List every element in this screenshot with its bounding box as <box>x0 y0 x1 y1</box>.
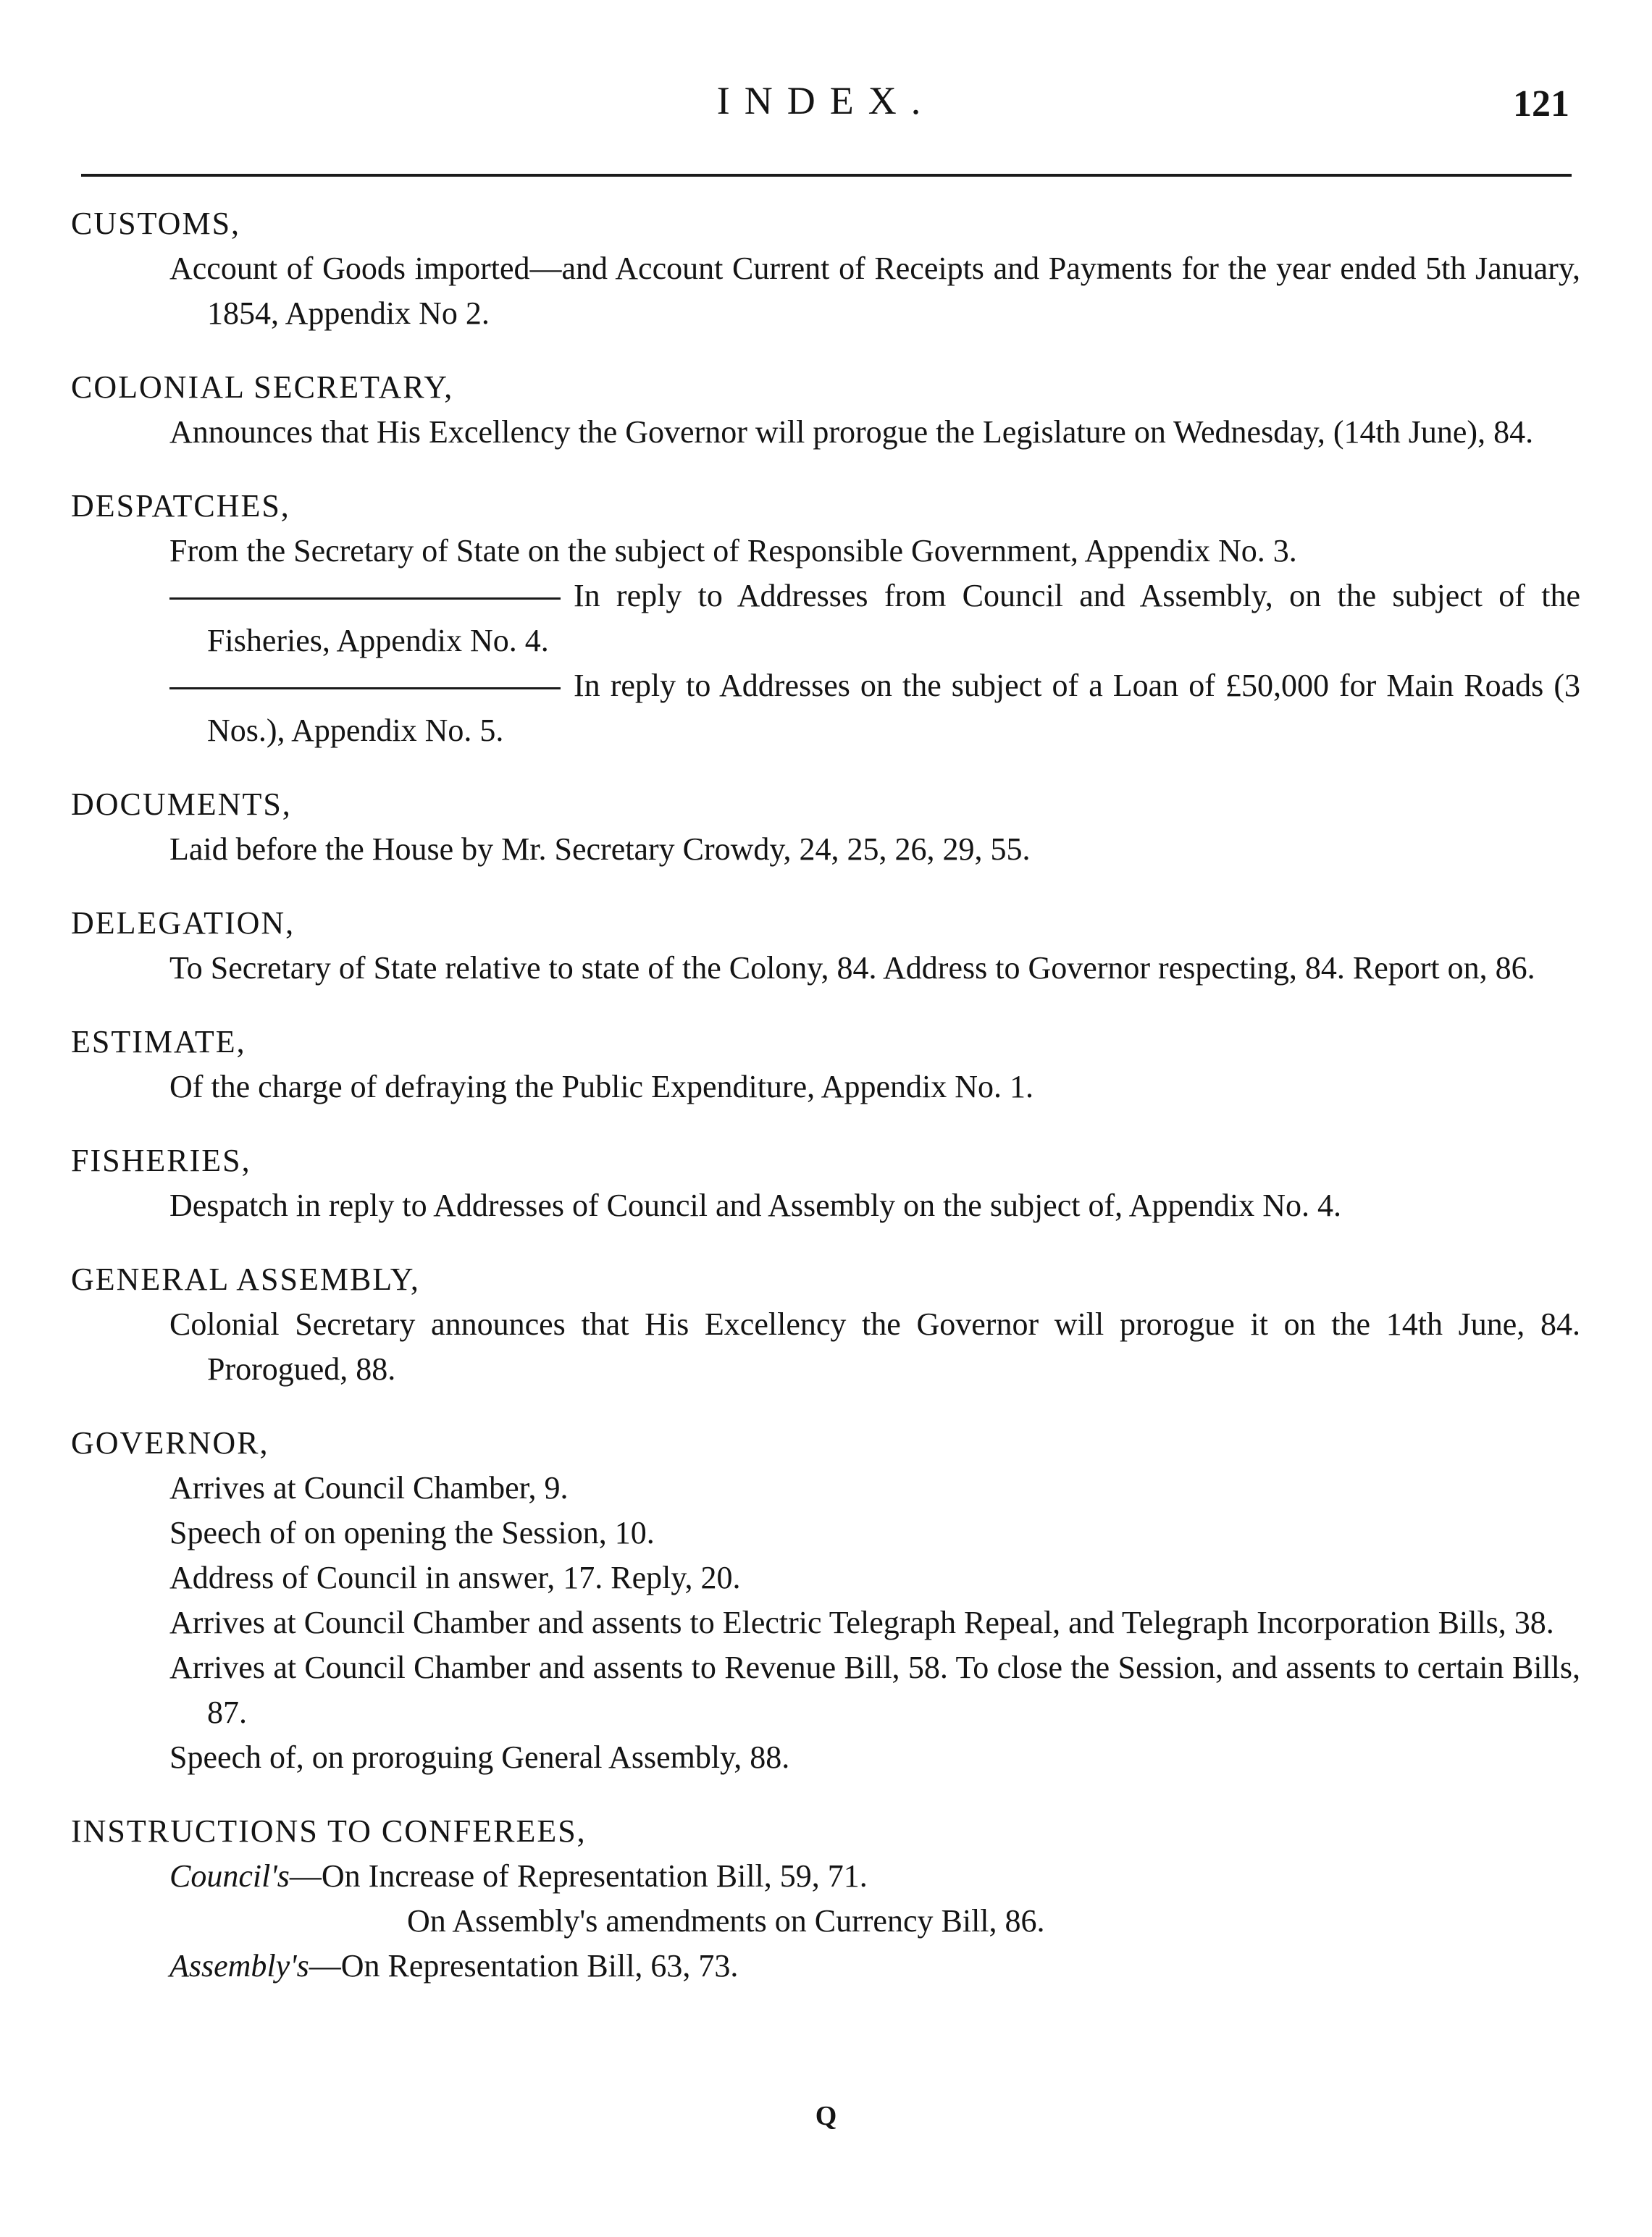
entry-item-text: —On Increase of Representation Bill, 59, 71. <box>289 1858 868 1894</box>
entry-item: Speech of, on proroguing General Assembly, 88. <box>169 1739 790 1775</box>
entry-item: Announces that His Excellency the Governor will prorogue the Legislature on Wednesday, (14th June), 84. <box>169 414 1534 450</box>
entry-heading: FISHERIES, <box>71 1143 251 1178</box>
index-entry-instructions-to-conferees <box>67 1809 1580 1989</box>
ditto-rule <box>169 687 561 689</box>
entry-item: Arrives at Council Chamber and assents to Revenue Bill, 58. To close the Session, and assents to certain Bills, 87. <box>169 1650 1580 1730</box>
entry-item: Of the charge of defraying the Public Expenditure, Appendix No. 1. <box>169 1069 1033 1104</box>
entry-item: Colonial Secretary announces that His Excellency the Governor will prorogue it on the 14th June, 84. Prorogued, 88. <box>169 1306 1580 1387</box>
index-entry-fisheries <box>67 1138 1580 1228</box>
index-entry-colonial-secretary <box>67 365 1580 455</box>
entry-heading: DESPATCHES, <box>71 488 290 524</box>
index-entry-governor <box>67 1421 1580 1780</box>
entry-item-text: In reply to Addresses from Council and Assembly, on the subject of the Fisheries, Appendix No. 4. <box>207 578 1580 658</box>
entry-item <box>169 1854 1580 1899</box>
entry-item-text: In reply to Addresses on the subject of a Loan of £50,000 for Main Roads (3 Nos.), Appendix No. 5. <box>207 668 1580 748</box>
entry-heading: DELEGATION, <box>71 905 295 941</box>
page-number: 121 <box>1513 83 1569 125</box>
entry-item-label: Assembly's <box>169 1948 309 1984</box>
entry-heading: DOCUMENTS, <box>71 786 292 822</box>
entry-heading: COLONIAL SECRETARY, <box>71 369 454 405</box>
ditto-rule <box>169 597 561 600</box>
entry-item: From the Secretary of State on the subject of Responsible Government, Appendix No. 3. <box>169 533 1297 568</box>
entry-item-label: Council's <box>169 1858 290 1894</box>
entry-item: Arrives at Council Chamber, 9. <box>169 1470 569 1506</box>
entry-heading: GOVERNOR, <box>71 1425 269 1461</box>
entry-heading: INSTRUCTIONS TO CONFEREES, <box>71 1813 587 1849</box>
entry-item-ditto <box>169 663 1580 753</box>
entry-item: Address of Council in answer, 17. Reply, 20. <box>169 1560 741 1595</box>
index-entry-delegation <box>67 901 1580 991</box>
entry-item: Arrives at Council Chamber and assents to Electric Telegraph Repeal, and Telegraph Incorporation Bills, 38. <box>169 1605 1554 1640</box>
index-entry-documents <box>67 782 1580 872</box>
header-rule <box>81 174 1572 177</box>
entry-item-ditto <box>169 574 1580 663</box>
entry-item: Speech of on opening the Session, 10. <box>169 1515 655 1550</box>
entry-heading: ESTIMATE, <box>71 1024 246 1059</box>
entry-item-text: On Assembly's amendments on Currency Bill, 86. <box>407 1903 1045 1939</box>
entry-item-text: —On Representation Bill, 63, 73. <box>309 1948 739 1984</box>
entry-item: Account of Goods imported—and Account Current of Receipts and Payments for the year ended 5th January, 1854, Appendix No 2. <box>169 251 1580 331</box>
index-entry-estimate <box>67 1020 1580 1109</box>
index-entries <box>67 201 1580 2018</box>
entry-item: To Secretary of State relative to state of the Colony, 84. Address to Governor respecting, 84. Report on, 86. <box>169 950 1535 986</box>
entry-item <box>407 1899 1580 1944</box>
index-entry-general-assembly <box>67 1257 1580 1392</box>
index-entry-customs <box>67 201 1580 336</box>
index-entry-despatches <box>67 484 1580 753</box>
entry-item: Despatch in reply to Addresses of Council and Assembly on the subject of, Appendix No. 4. <box>169 1188 1341 1223</box>
entry-item <box>169 1944 1580 1989</box>
entry-heading: CUSTOMS, <box>71 206 241 241</box>
entry-item: Laid before the House by Mr. Secretary Crowdy, 24, 25, 26, 29, 55. <box>169 831 1031 867</box>
signature-mark: Q <box>815 2101 837 2131</box>
entry-heading: GENERAL ASSEMBLY, <box>71 1262 420 1297</box>
page-title: INDEX. <box>716 79 936 122</box>
